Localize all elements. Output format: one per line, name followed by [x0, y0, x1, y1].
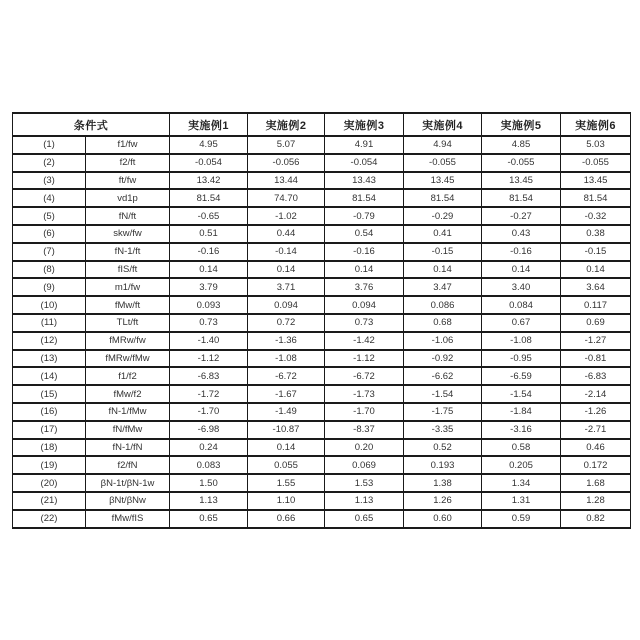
formula-cell: ft/fw	[86, 172, 170, 190]
value-cell: -0.95	[482, 350, 561, 368]
formula-cell: fN/fMw	[86, 421, 170, 439]
value-cell: 0.117	[561, 296, 631, 314]
table-row	[13, 456, 631, 474]
value-cell: 81.54	[170, 189, 248, 207]
value-cell: 81.54	[482, 189, 561, 207]
value-cell: -0.81	[561, 350, 631, 368]
formula-cell: fN-1/fMw	[86, 403, 170, 421]
table-row	[13, 314, 631, 332]
value-cell: 0.38	[561, 225, 631, 243]
value-cell: 0.51	[170, 225, 248, 243]
table-row	[13, 172, 631, 190]
formula-cell: f1/f2	[86, 367, 170, 385]
value-cell: 74.70	[248, 189, 325, 207]
value-cell: 13.45	[482, 172, 561, 190]
value-cell: -0.055	[404, 154, 482, 172]
value-cell: 3.40	[482, 278, 561, 296]
value-cell: 0.193	[404, 456, 482, 474]
value-cell: 0.72	[248, 314, 325, 332]
table-row	[13, 492, 631, 510]
example-header-cell: 実施例1	[170, 113, 248, 136]
value-cell: -0.16	[482, 243, 561, 261]
value-cell: -1.42	[325, 332, 404, 350]
value-cell: 1.31	[482, 492, 561, 510]
value-cell: 0.14	[248, 261, 325, 279]
value-cell: -6.72	[325, 367, 404, 385]
value-cell: -1.73	[325, 385, 404, 403]
table-row	[13, 510, 631, 528]
table-row	[13, 296, 631, 314]
value-cell: 3.47	[404, 278, 482, 296]
value-cell: 0.65	[325, 510, 404, 528]
value-cell: 81.54	[561, 189, 631, 207]
row-number-cell: (22)	[13, 510, 86, 528]
value-cell: 0.093	[170, 296, 248, 314]
value-cell: -1.36	[248, 332, 325, 350]
value-cell: 4.95	[170, 136, 248, 154]
value-cell: -1.67	[248, 385, 325, 403]
value-cell: 0.20	[325, 439, 404, 457]
example-header-cell: 実施例5	[482, 113, 561, 136]
value-cell: 5.07	[248, 136, 325, 154]
value-cell: -1.40	[170, 332, 248, 350]
row-number-cell: (4)	[13, 189, 86, 207]
value-cell: -1.84	[482, 403, 561, 421]
table-row	[13, 421, 631, 439]
value-cell: 1.28	[561, 492, 631, 510]
value-cell: -6.62	[404, 367, 482, 385]
formula-cell: fN-1/ft	[86, 243, 170, 261]
value-cell: -0.15	[404, 243, 482, 261]
header-row	[13, 113, 631, 136]
value-cell: -1.49	[248, 403, 325, 421]
value-cell: 0.14	[404, 261, 482, 279]
value-cell: 0.055	[248, 456, 325, 474]
example-header-cell: 実施例4	[404, 113, 482, 136]
row-number-cell: (7)	[13, 243, 86, 261]
table-row	[13, 189, 631, 207]
formula-cell: fMRw/fMw	[86, 350, 170, 368]
table-row	[13, 136, 631, 154]
row-number-cell: (12)	[13, 332, 86, 350]
row-number-cell: (21)	[13, 492, 86, 510]
value-cell: -1.54	[404, 385, 482, 403]
condition-header-cell: 条件式	[13, 113, 170, 136]
row-number-cell: (8)	[13, 261, 86, 279]
table-row	[13, 207, 631, 225]
value-cell: 0.43	[482, 225, 561, 243]
value-cell: -6.59	[482, 367, 561, 385]
formula-cell: fMw/f2	[86, 385, 170, 403]
value-cell: 0.084	[482, 296, 561, 314]
value-cell: 0.58	[482, 439, 561, 457]
value-cell: -0.27	[482, 207, 561, 225]
table-body	[13, 136, 631, 528]
table-row	[13, 243, 631, 261]
value-cell: -0.32	[561, 207, 631, 225]
value-cell: 0.59	[482, 510, 561, 528]
row-number-cell: (3)	[13, 172, 86, 190]
table-row	[13, 225, 631, 243]
value-cell: 3.71	[248, 278, 325, 296]
formula-cell: f2/ft	[86, 154, 170, 172]
value-cell: -1.12	[325, 350, 404, 368]
value-cell: -2.14	[561, 385, 631, 403]
value-cell: 13.45	[561, 172, 631, 190]
value-cell: -0.65	[170, 207, 248, 225]
row-number-cell: (19)	[13, 456, 86, 474]
formula-cell: fIS/ft	[86, 261, 170, 279]
value-cell: -0.92	[404, 350, 482, 368]
value-cell: 0.69	[561, 314, 631, 332]
value-cell: -6.83	[561, 367, 631, 385]
value-cell: -0.14	[248, 243, 325, 261]
value-cell: -6.83	[170, 367, 248, 385]
value-cell: -1.70	[170, 403, 248, 421]
table-row	[13, 474, 631, 492]
value-cell: 0.54	[325, 225, 404, 243]
value-cell: -8.37	[325, 421, 404, 439]
value-cell: 13.43	[325, 172, 404, 190]
value-cell: 0.14	[561, 261, 631, 279]
value-cell: -1.08	[248, 350, 325, 368]
value-cell: -1.12	[170, 350, 248, 368]
table-row	[13, 385, 631, 403]
formula-cell: vd1p	[86, 189, 170, 207]
value-cell: 0.083	[170, 456, 248, 474]
value-cell: -0.16	[325, 243, 404, 261]
value-cell: 0.069	[325, 456, 404, 474]
value-cell: 81.54	[404, 189, 482, 207]
value-cell: -0.29	[404, 207, 482, 225]
value-cell: -10.87	[248, 421, 325, 439]
row-number-cell: (18)	[13, 439, 86, 457]
row-number-cell: (1)	[13, 136, 86, 154]
formula-cell: βNt/βNw	[86, 492, 170, 510]
value-cell: 0.82	[561, 510, 631, 528]
table-row	[13, 367, 631, 385]
value-cell: 3.79	[170, 278, 248, 296]
formula-cell: skw/fw	[86, 225, 170, 243]
value-cell: 1.10	[248, 492, 325, 510]
conditions-table	[12, 112, 631, 529]
value-cell: -6.72	[248, 367, 325, 385]
row-number-cell: (10)	[13, 296, 86, 314]
formula-cell: fMw/ft	[86, 296, 170, 314]
value-cell: 0.172	[561, 456, 631, 474]
value-cell: 1.68	[561, 474, 631, 492]
formula-cell: βN-1t/βN-1w	[86, 474, 170, 492]
value-cell: 0.205	[482, 456, 561, 474]
formula-cell: fMw/fIS	[86, 510, 170, 528]
table-row	[13, 154, 631, 172]
example-header-cell: 実施例3	[325, 113, 404, 136]
value-cell: 0.14	[248, 439, 325, 457]
value-cell: 3.76	[325, 278, 404, 296]
value-cell: 0.73	[170, 314, 248, 332]
example-header-cell: 実施例2	[248, 113, 325, 136]
value-cell: 0.52	[404, 439, 482, 457]
value-cell: -1.02	[248, 207, 325, 225]
value-cell: 1.26	[404, 492, 482, 510]
row-number-cell: (13)	[13, 350, 86, 368]
table-row	[13, 278, 631, 296]
value-cell: 13.42	[170, 172, 248, 190]
value-cell: 0.14	[325, 261, 404, 279]
value-cell: 4.94	[404, 136, 482, 154]
value-cell: 1.53	[325, 474, 404, 492]
formula-cell: fMRw/fw	[86, 332, 170, 350]
formula-cell: TLt/ft	[86, 314, 170, 332]
row-number-cell: (5)	[13, 207, 86, 225]
formula-cell: f1/fw	[86, 136, 170, 154]
row-number-cell: (15)	[13, 385, 86, 403]
value-cell: -0.79	[325, 207, 404, 225]
value-cell: 1.34	[482, 474, 561, 492]
value-cell: 0.086	[404, 296, 482, 314]
value-cell: 81.54	[325, 189, 404, 207]
row-number-cell: (14)	[13, 367, 86, 385]
value-cell: 1.13	[170, 492, 248, 510]
value-cell: -3.16	[482, 421, 561, 439]
value-cell: -0.054	[325, 154, 404, 172]
value-cell: 0.67	[482, 314, 561, 332]
value-cell: 0.14	[482, 261, 561, 279]
value-cell: -0.056	[248, 154, 325, 172]
row-number-cell: (6)	[13, 225, 86, 243]
value-cell: -1.26	[561, 403, 631, 421]
value-cell: 0.094	[325, 296, 404, 314]
value-cell: 0.14	[170, 261, 248, 279]
value-cell: -1.27	[561, 332, 631, 350]
value-cell: 3.64	[561, 278, 631, 296]
value-cell: 0.65	[170, 510, 248, 528]
value-cell: 0.46	[561, 439, 631, 457]
value-cell: -6.98	[170, 421, 248, 439]
formula-cell: fN-1/fN	[86, 439, 170, 457]
value-cell: 4.91	[325, 136, 404, 154]
table-row	[13, 439, 631, 457]
table-row	[13, 403, 631, 421]
value-cell: 1.55	[248, 474, 325, 492]
value-cell: -0.055	[482, 154, 561, 172]
value-cell: -1.06	[404, 332, 482, 350]
value-cell: 0.41	[404, 225, 482, 243]
example-header-cell: 実施例6	[561, 113, 631, 136]
value-cell: -1.72	[170, 385, 248, 403]
value-cell: 13.44	[248, 172, 325, 190]
row-number-cell: (16)	[13, 403, 86, 421]
row-number-cell: (17)	[13, 421, 86, 439]
value-cell: -1.75	[404, 403, 482, 421]
row-number-cell: (9)	[13, 278, 86, 296]
value-cell: 0.60	[404, 510, 482, 528]
value-cell: -0.054	[170, 154, 248, 172]
formula-cell: f2/fN	[86, 456, 170, 474]
formula-cell: m1/fw	[86, 278, 170, 296]
value-cell: -1.70	[325, 403, 404, 421]
table-row	[13, 350, 631, 368]
value-cell: 1.50	[170, 474, 248, 492]
row-number-cell: (2)	[13, 154, 86, 172]
value-cell: 13.45	[404, 172, 482, 190]
value-cell: 5.03	[561, 136, 631, 154]
value-cell: 0.66	[248, 510, 325, 528]
value-cell: 1.38	[404, 474, 482, 492]
table-row	[13, 332, 631, 350]
value-cell: 0.24	[170, 439, 248, 457]
value-cell: 0.68	[404, 314, 482, 332]
value-cell: -0.055	[561, 154, 631, 172]
value-cell: -2.71	[561, 421, 631, 439]
value-cell: -1.54	[482, 385, 561, 403]
value-cell: -3.35	[404, 421, 482, 439]
value-cell: 1.13	[325, 492, 404, 510]
row-number-cell: (11)	[13, 314, 86, 332]
value-cell: -0.16	[170, 243, 248, 261]
value-cell: 4.85	[482, 136, 561, 154]
value-cell: 0.44	[248, 225, 325, 243]
formula-cell: fN/ft	[86, 207, 170, 225]
row-number-cell: (20)	[13, 474, 86, 492]
table-row	[13, 261, 631, 279]
value-cell: 0.094	[248, 296, 325, 314]
value-cell: -1.08	[482, 332, 561, 350]
value-cell: -0.15	[561, 243, 631, 261]
value-cell: 0.73	[325, 314, 404, 332]
